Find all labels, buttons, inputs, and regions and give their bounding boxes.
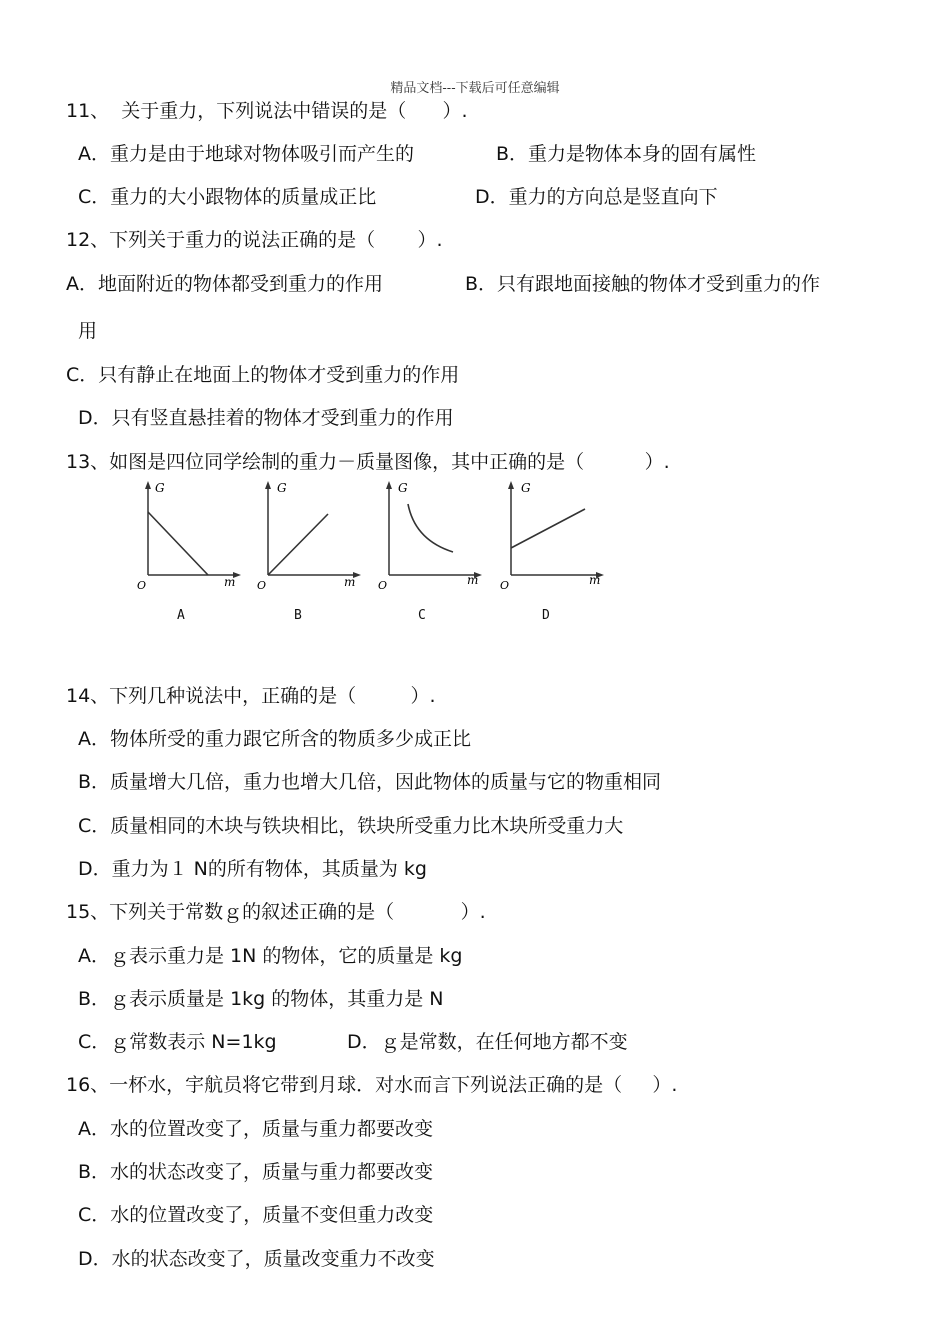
- graph-d-origin: O: [500, 579, 510, 592]
- graph-d-x-label: m: [589, 573, 601, 587]
- graph-a-line: [148, 512, 208, 575]
- graph-d-y-label: G: [521, 481, 531, 495]
- graph-d-label: D: [542, 608, 550, 623]
- graph-a-label: A: [177, 608, 185, 623]
- question-14-stem: 14、下列几种说法中，正确的是（ ）.: [66, 685, 436, 707]
- graph-c-x-label: m: [467, 573, 479, 587]
- question-15-option-a: A．ｇ表示重力是 1N 的物体，它的质量是 kg: [78, 945, 463, 967]
- graph-b: [252, 478, 362, 597]
- graph-c-curve: [408, 504, 453, 552]
- question-15-option-c: C．ｇ常数表示 N=1kg: [78, 1031, 277, 1053]
- graph-b-origin: O: [257, 579, 267, 592]
- graph-d-line: [511, 509, 585, 548]
- graph-b-label: B: [294, 608, 302, 623]
- graph-d-y-arrow: [508, 481, 514, 489]
- graph-c-origin: O: [378, 579, 388, 592]
- question-15-option-d: D．ｇ是常数，在任何地方都不变: [347, 1031, 628, 1053]
- graph-b-y-arrow: [265, 481, 271, 489]
- question-14-option-d: D．重力为１ N的所有物体，其质量为 kg: [78, 858, 427, 880]
- question-16-option-b: B．水的状态改变了，质量与重力都要改变: [78, 1161, 434, 1183]
- graph-a: [132, 478, 242, 597]
- question-13-stem: 13、如图是四位同学绘制的重力－质量图像，其中正确的是（ ）.: [66, 451, 670, 473]
- graph-c-y-label: G: [398, 481, 408, 495]
- graph-b-svg: [252, 478, 362, 593]
- question-11-option-d: D．重力的方向总是竖直向下: [475, 186, 718, 208]
- graph-a-origin: O: [137, 579, 147, 592]
- graph-b-y-label: G: [277, 481, 287, 495]
- graph-a-y-label: G: [155, 481, 165, 495]
- question-14-option-a: A．物体所受的重力跟它所含的物质多少成正比: [78, 728, 471, 750]
- graph-c-svg: [373, 478, 483, 593]
- question-12-option-b-continued: 用: [78, 320, 98, 342]
- question-15-option-b: B．ｇ表示质量是 1kg 的物体，其重力是 N: [78, 988, 444, 1010]
- page-header: 精品文档---下载后可任意编辑: [390, 81, 560, 96]
- question-14-option-c: C．质量相同的木块与铁块相比，铁块所受重力比木块所受重力大: [78, 815, 624, 837]
- graph-a-svg: [132, 478, 242, 593]
- graph-b-x-label: m: [344, 575, 356, 589]
- graph-a-y-arrow: [145, 481, 151, 489]
- graph-d-svg: [495, 478, 605, 593]
- question-12-option-d: D．只有竖直悬挂着的物体才受到重力的作用: [78, 407, 454, 429]
- graph-a-x-label: m: [224, 575, 236, 589]
- graph-c-label: C: [418, 608, 426, 623]
- question-11-option-b: B．重力是物体本身的固有属性: [496, 143, 757, 165]
- question-12-option-c: C．只有静止在地面上的物体才受到重力的作用: [66, 364, 460, 386]
- question-16-option-a: A．水的位置改变了，质量与重力都要改变: [78, 1118, 433, 1140]
- graph-c-y-arrow: [386, 481, 392, 489]
- question-12-option-b: B．只有跟地面接触的物体才受到重力的作: [465, 273, 821, 295]
- graph-b-line: [268, 514, 328, 575]
- question-12-option-a: A．地面附近的物体都受到重力的作用: [66, 273, 383, 295]
- question-16-option-d: D．水的状态改变了，质量改变重力不改变: [78, 1248, 435, 1270]
- graph-c: [373, 478, 483, 597]
- question-14-option-b: B．质量增大几倍，重力也增大几倍，因此物体的质量与它的物重相同: [78, 771, 662, 793]
- question-12-stem: 12、下列关于重力的说法正确的是（ ）.: [66, 229, 443, 251]
- question-11-option-c: C．重力的大小跟物体的质量成正比: [78, 186, 377, 208]
- question-16-option-c: C．水的位置改变了，质量不变但重力改变: [78, 1204, 434, 1226]
- graph-d: [495, 478, 605, 597]
- question-15-stem: 15、下列关于常数ｇ的叙述正确的是（ ）.: [66, 901, 486, 923]
- question-11-stem: 11、 关于重力，下列说法中错误的是（ ）.: [66, 100, 468, 122]
- question-16-stem: 16、一杯水，宇航员将它带到月球．对水而言下列说法正确的是（ ）.: [66, 1074, 678, 1096]
- question-11-option-a: A．重力是由于地球对物体吸引而产生的: [78, 143, 414, 165]
